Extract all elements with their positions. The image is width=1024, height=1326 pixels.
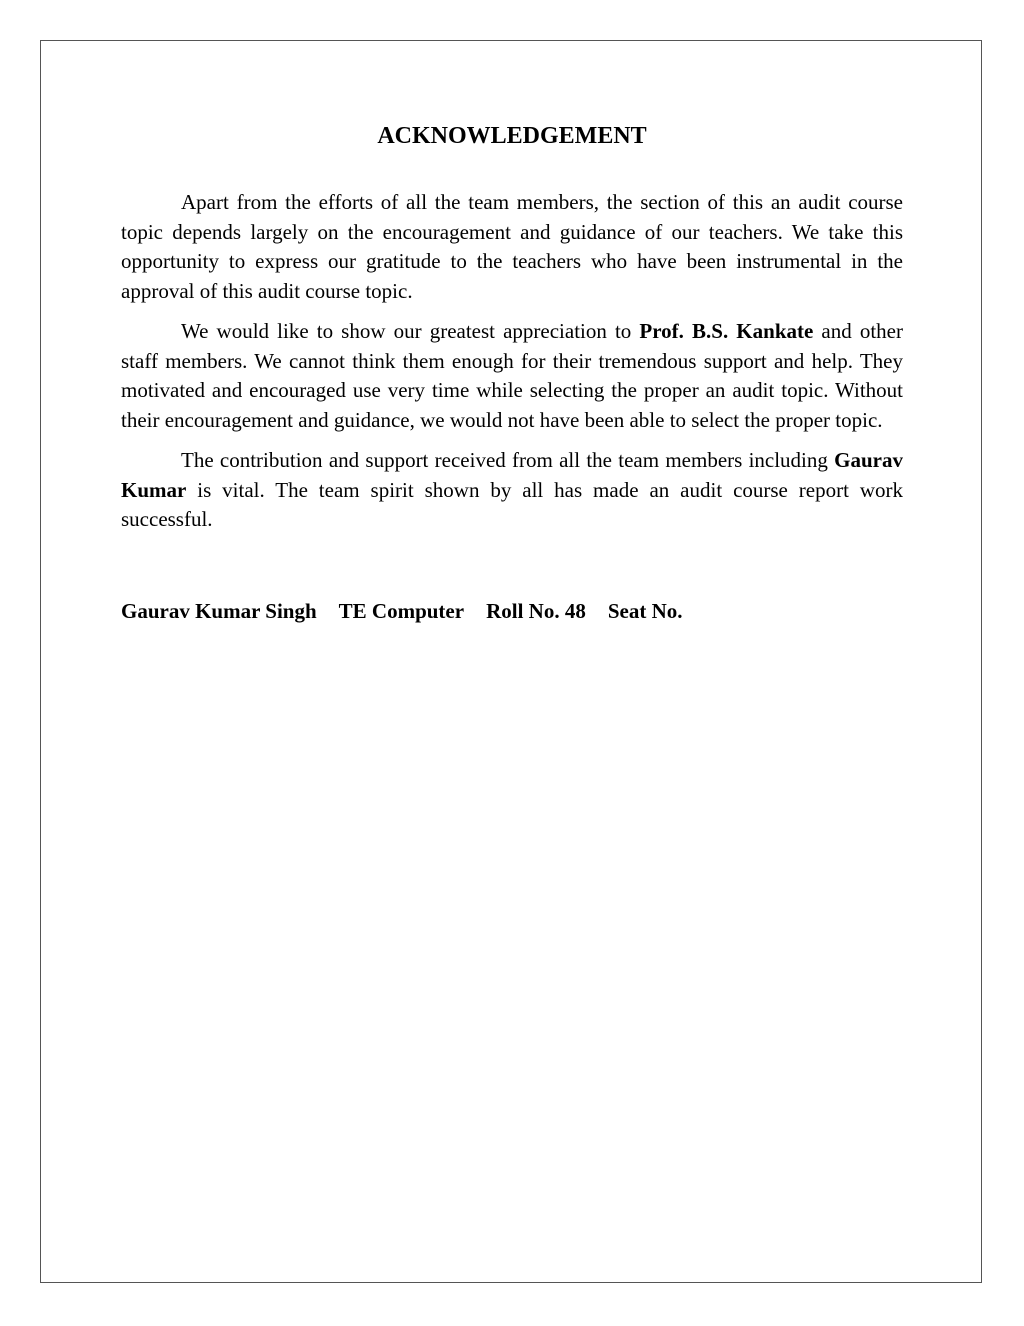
professor-name: Prof. B.S. Kankate [639, 319, 814, 343]
team-member-name: Gaurav Kumar [121, 448, 903, 502]
paragraph-2-text-start: We would like to show our greatest appreciation to [181, 319, 640, 343]
paragraph-3-text-start: The contribution and support received from all the team members including [181, 448, 835, 472]
paragraph-1 [121, 188, 903, 306]
signature-seat: Seat No. [607, 598, 683, 623]
paragraph-3-text-end: is vital. The team spirit shown by all has made an audit course report work successful. [121, 477, 903, 531]
signature-class: TE Computer [338, 598, 465, 623]
signature-name: Gaurav Kumar Singh [121, 598, 317, 623]
paragraph-3 [121, 446, 903, 535]
paragraph-2 [121, 317, 903, 435]
paragraph-1-text: Apart from the efforts of all the team members, the section of this an audit course topic depends largely on the encouragement and guidance of our teachers. We take this opportunity to express our gratitude to the teachers who have been instrumental in the approval of this audit course topic. [121, 190, 903, 303]
document-title: ACKNOWLEDGEMENT [377, 123, 647, 149]
paragraph-2-text-end: and other staff members. We cannot think them enough for their tremendous support and help. They motivated and encouraged use very time while selecting the proper an audit topic. Without their encouragement and guidance, we would not have been able to select the proper topic. [121, 319, 903, 432]
document-body [121, 118, 903, 626]
signature-roll: Roll No. 48 [486, 598, 586, 623]
signature-line [121, 596, 903, 626]
